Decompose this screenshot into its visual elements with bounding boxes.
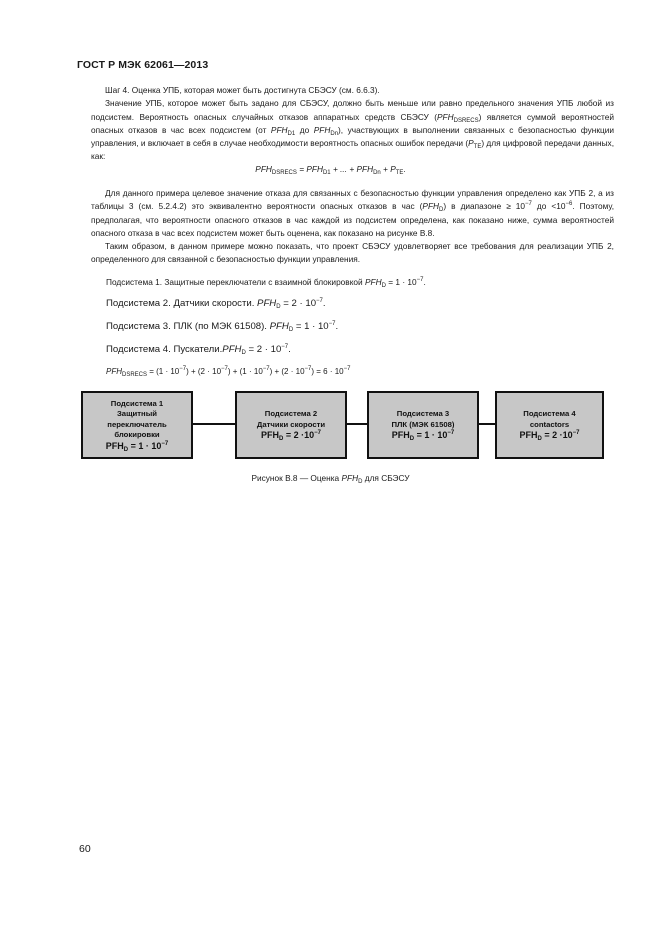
document-header: ГОСТ Р МЭК 62061—2013 <box>77 59 209 71</box>
subsystem-box-1: Подсистема 1 Защитный переключатель блокировки $PFH_D = 1 \cdot 10^{-7}$ <box>81 391 193 459</box>
sum-formula: $PFH_{DSRECS} = PFH_{D1}$ + ... + $PFH_{Dn} + P_{TE}$. <box>255 164 406 176</box>
example-paragraph: Для данного примера целевое значение отказа для связанных с безопасностью функции управления определено как УПБ 2, а из таблицы 3 (см. 5.2.4.2) это эквивалентно вероятности опасных отказов в час $(PFH_D)$ в диапазоне ≥ $10^{-7}$ до $<10^{-6}$. Поэтому, предполагая, что вероятности опасного отказов в час каждой из подсистем определена, как показано ниже, сумма вероятностей опасного отказа в час всех подсистем может быть оценена, как показано на рисунке В.8. <box>91 188 614 238</box>
connector-line <box>347 423 367 425</box>
connector-line <box>193 423 235 425</box>
step4-paragraph: Шаг 4. Оценка УПБ, которая может быть достигнута СБЭСУ (см. 6.6.3). <box>105 85 380 95</box>
body-text-2 <box>91 187 614 267</box>
conclusion-paragraph: Таким образом, в данном примере можно показать, что проект СБЭСУ удовлетворяет все требования для реализации УПБ 2, определенного для связанной с безопасностью функции управления. <box>91 241 614 265</box>
subsystem-1-line: Подсистема 1. Защитные переключатели с взаимной блокировкой $PFH_D = 1 \cdot 10^{-7}$. <box>106 277 426 289</box>
page-number: 60 <box>79 843 91 855</box>
subsystem-box-4: Подсистема 4 contactors $PFH_D = 2 \cdot 10^{-7}$ <box>495 391 604 459</box>
subsystem-4-line: Подсистема 4. $Пускатели.PFH_D = 2 \cdot 10^{-7}$. <box>106 344 291 356</box>
connector-line <box>479 423 495 425</box>
subsystem-box-3: Подсистема 3 ПЛК (МЭК 61508) $PFH_D = 1 \cdot 10^{-7}$ <box>367 391 479 459</box>
subsystem-box-2: Подсистема 2 Датчики скорости $PFH_D = 2 \cdot 10^{-7}$ <box>235 391 347 459</box>
subsystem-diagram <box>81 391 604 459</box>
figure-caption: Рисунок В.8 — Оценка $PFH_D$ для СБЭСУ <box>251 473 410 485</box>
body-text <box>91 84 614 164</box>
subsystem-2-line: Подсистема 2. Датчики скорости. $PFH_D = 2 \cdot 10^{-7}$. <box>106 298 326 310</box>
total-formula: $PFH_{DSRECS} = (1 \cdot 10^{-7}) + (2 \cdot 10^{-7}) + (1 \cdot 10^{-7}) + (2 \cdot 10^{-7}) = 6 \cdot 10^{-7}$ <box>106 366 351 378</box>
value-paragraph: Значение УПБ, которое может быть задано для СБЭСУ, должно быть меньше или равно предельного значения УПБ любой из подсистем. Вероятность опасных случайных отказов аппаратных средств СБЭСУ $(PFH_{DSRECS})$ является суммой вероятностей опасных отказов в час всех подсистем (от $PFH_{D1}$ до $PFH_{Dn}$), участвующих в выполнении связанных с безопасностью функции управления, и включает в себя в случае необходимости вероятность опасных ошибок передачи $(P_{TE})$ для цифровой передачи данных, как: <box>91 98 614 162</box>
subsystem-3-line: Подсистема 3. ПЛК (по МЭК 61508). $PFH_D = 1 \cdot 10^{-7}$. <box>106 321 339 333</box>
